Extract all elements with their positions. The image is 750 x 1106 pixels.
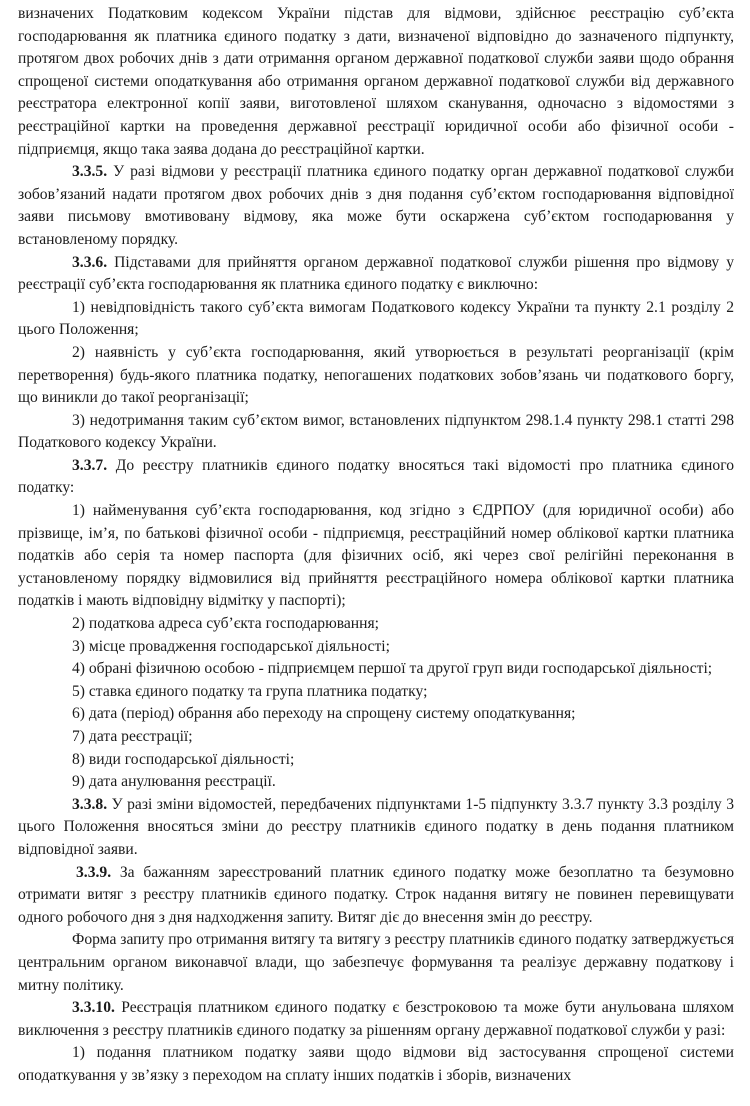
list-item: 3) недотримання таким суб’єктом вимог, встановлених підпунктом 298.1.4 пункту 298.1 статті 298 Податкового кодексу України. — [18, 411, 734, 452]
section-number: 3.3.5. — [72, 163, 108, 181]
paragraph-form: Форма запиту про отримання витягу та витягу з реєстру платників єдиного податку затверджується центральним органом виконавчої влади, що забезпечує формування та реалізує державну податкову і митну політику. — [18, 931, 734, 994]
section-number: 3.3.10. — [72, 999, 115, 1017]
list-item: 2) податкова адреса суб’єкта господарювання; — [72, 615, 380, 633]
section-number: 3.3.6. — [72, 253, 108, 271]
list-item: 7) дата реєстрації; — [72, 728, 193, 745]
list-item: 3) місце провадження господарської діяльності; — [72, 637, 390, 655]
list-item: 9) дата анулювання реєстрації. — [72, 773, 276, 791]
section-number: 3.3.7. — [72, 456, 108, 474]
list-item: 1) найменування суб’єкта господарювання, код згідно з ЄДРПОУ (для юридичної особи) або прізвище, ім’я, по батькові фізичної особи - підприємця, реєстраційний номер облікової картки платника податків або серія та номер паспорта (для фізичних осіб, які через свої релігійні переконання в установленому порядку відмовилися від прийняття реєстраційного номера облікової картки платника податків і мають відповідну відмітку у паспорті); — [18, 502, 734, 610]
paragraph-3-3-10: 3.3.10. Реєстрація платником єдиного податку є безстроковою та може бути анульована шляхом виключення з реєстру платників єдиного податку за рішенням органу державної податкової служби у разі: — [18, 999, 734, 1039]
paragraph-3-3-8: 3.3.8. У разі зміни відомостей, передбачених підпунктами 1-5 підпункту 3.3.7 пункту 3.3 розділу 3 цього Положення вносяться зміни до реєстру платників єдиного податку в день подання платником відповідної заяви. — [18, 795, 734, 858]
list-item: 1) подання платником податку заяви щодо відмови від застосування спрощеної системи оподаткування у зв’язку з переходом на сплату інших податків і зборів, визначених — [18, 1044, 734, 1084]
list-item: 8) види господарської діяльності; — [72, 750, 295, 768]
section-number: 3.3.8. — [72, 795, 108, 813]
section-number: 3.3.9. — [76, 863, 112, 881]
list-item: 2) наявність у суб’єкта господарювання, який утворюється в результаті реорганізації (крім перетворення) будь-якого платника податку, непогашених податкових зобов’язань чи податкового боргу, що виникли до такої реорганізації; — [18, 343, 734, 407]
list-item: 5) ставка єдиного податку та група платника податку; — [72, 682, 428, 700]
paragraph-continuation: визначених Податковим кодексом України підстав для відмови, здійснює реєстрацію суб’єкта господарювання як платника єдиного податку з дати, визначеної відповідно до зазначеного підпункту, протягом двох робочих днів з дати отримання органом державної податкової служби заяви щодо обрання спрощеної системи оподаткування або отримання органом державної податкової служби від державного реєстратора електронної копії заяви, виготовленої шляхом сканування, одночасно з відомостями з реєстраційної картки на проведення державної реєстрації юридичної особи або фізичної особи - підприємця, якщо така заява додана до реєстраційної картки. — [18, 5, 734, 158]
list-item: 1) невідповідність такого суб’єкта вимогам Податкового кодексу України та пункту 2.1 розділу 2 цього Положення; — [18, 298, 734, 339]
paragraph-3-3-9: 3.3.9. За бажанням зареєстрований платник єдиного податку може безоплатно та безумовно отримати витяг з реєстру платників єдиного податку. Строк надання витягу не повинен перевищувати одного робочого дня з дня надходження запиту. Витяг діє до внесення змін до реєстру. — [18, 863, 734, 926]
paragraph-3-3-7: 3.3.7. До реєстру платників єдиного податку вносяться такі відомості про платника єдиного податку: — [18, 456, 735, 497]
list-item: 6) дата (період) обрання або переходу на спрощену систему оподаткування; — [72, 705, 576, 723]
paragraph-3-3-6: 3.3.6. Підставами для прийняття органом державної податкової служби рішення про відмову у реєстрації суб’єкта господарювання як платника єдиного податку є виключно: — [18, 253, 734, 294]
paragraph-3-3-5: 3.3.5. У разі відмови у реєстрації платника єдиного податку орган державної податкової служби зобов’язаний надати протягом двох робочих днів з дня подання суб’єктом господарювання відповідної заяви письмову вмотивовану відмову, яка може бути оскаржена суб’єктом господарювання у встановленому порядку. — [18, 163, 734, 248]
list-item: 4) обрані фізичною особою - підприємцем першої та другої груп види господарської діяльності; — [72, 660, 713, 678]
